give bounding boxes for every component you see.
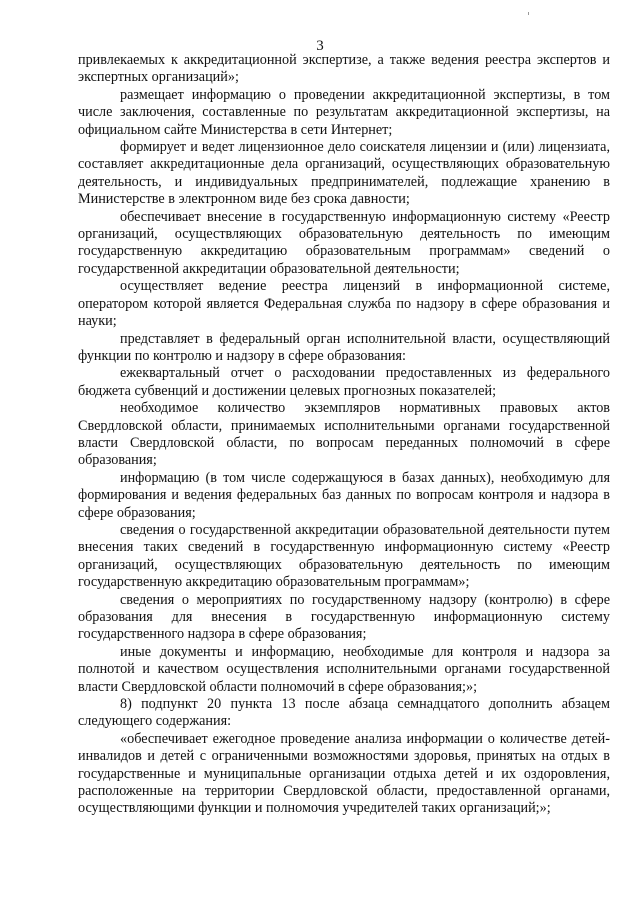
paragraph: размещает информацию о проведении аккредитационной экспертизы, в том числе заключения, составленные по результатам аккредитационной экспертизы, на официальном сайте Министерства в сети Интернет; bbox=[78, 86, 610, 138]
paragraph: 8) подпункт 20 пункта 13 после абзаца семнадцатого дополнить абзацем следующего содержания: bbox=[78, 696, 610, 730]
paragraph: осуществляет ведение реестра лицензий в информационной системе, оператором которой является Федеральная служба по надзору в сфере образования и науки; bbox=[78, 278, 610, 330]
page-number: 3 bbox=[316, 38, 324, 54]
scan-mark bbox=[528, 12, 529, 15]
document-body bbox=[78, 52, 610, 818]
paragraph: ежеквартальный отчет о расходовании предоставленных из федерального бюджета субвенций и достижении целевых прогнозных показателей; bbox=[78, 365, 610, 399]
paragraph: обеспечивает внесение в государственную информационную систему «Реестр организаций, осуществляющих образовательную деятельность по имеющим государственную аккредитацию образовательным программам» сведений о государственной аккредитации образовательной деятельности; bbox=[78, 208, 610, 277]
paragraph: сведения о мероприятиях по государственному надзору (контролю) в сфере образования для внесения в государственную информационную систему государственного надзора в сфере образования; bbox=[78, 591, 610, 643]
paragraph: необходимое количество экземпляров нормативных правовых актов Свердловской области, принимаемых исполнительными органами государственной власти Свердловской области, по вопросам переданных полномочий в сфере образования; bbox=[78, 400, 610, 469]
paragraph: «обеспечивает ежегодное проведение анализа информации о количестве детей-инвалидов и детей с ограниченными возможностями здоровья, принятых на отдых в государственные и муниципальные организации отдыха детей и их оздоровления, расположенные на территории Свердловской области, предоставленной органами, осуществляющими функции и полномочия учредителей таких организаций;»; bbox=[78, 730, 610, 817]
paragraph: иные документы и информацию, необходимые для контроля и надзора за полнотой и качеством осуществления исполнительными органами государственной власти Свердловской области полномочий в сфере образования;»; bbox=[78, 643, 610, 695]
paragraph: формирует и ведет лицензионное дело соискателя лицензии и (или) лицензиата, составляет аккредитационные дела организаций, осуществляющих образовательную деятельность, и индивидуальных предпринимателей, подлежащие хранению в Министерстве в электронном виде без срока давности; bbox=[78, 139, 610, 208]
paragraph: информацию (в том числе содержащуюся в базах данных), необходимую для формирования и ведения федеральных баз данных по вопросам контроля и надзора в сфере образования; bbox=[78, 469, 610, 521]
paragraph: представляет в федеральный орган исполнительной власти, осуществляющий функции по контролю и надзору в сфере образования: bbox=[78, 330, 610, 364]
paragraph: привлекаемых к аккредитационной экспертизе, а также ведения реестра экспертов и экспертных организаций»; bbox=[78, 52, 610, 86]
paragraph: сведения о государственной аккредитации образовательной деятельности путем внесения таких сведений в государственную информационную систему «Реестр организаций, осуществляющих образовательную деятельность по имеющим государственную аккредитацию образовательным программам»; bbox=[78, 521, 610, 591]
